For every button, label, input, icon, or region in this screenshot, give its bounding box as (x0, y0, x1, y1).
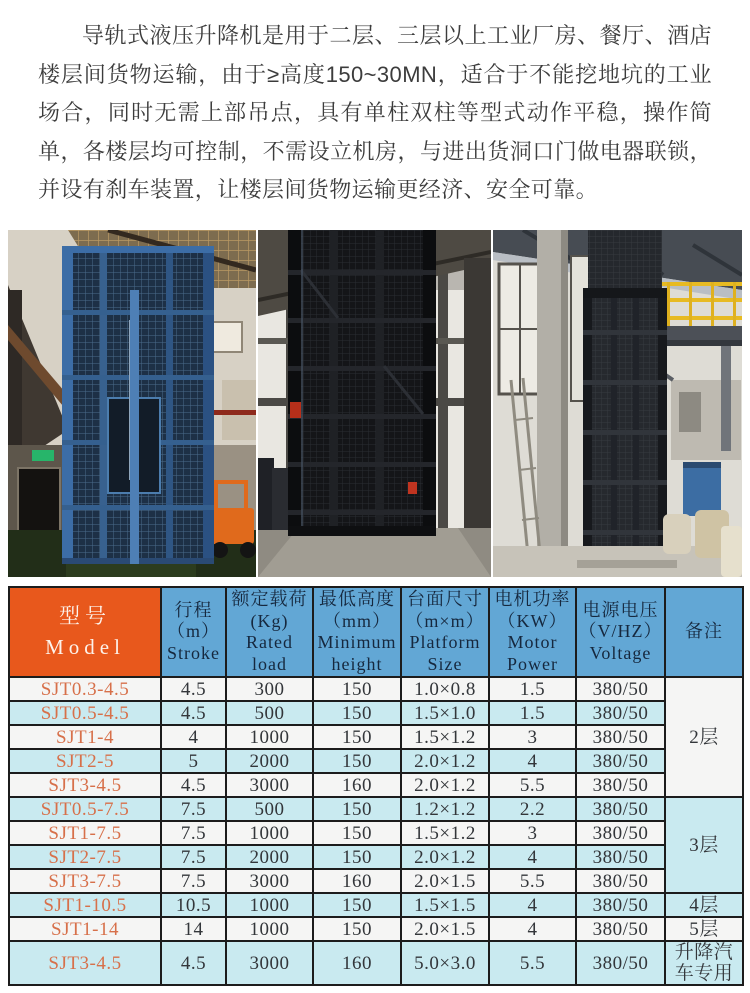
voltage-cell: 380/50 (576, 821, 665, 845)
model-cell: SJT1-7.5 (9, 821, 161, 845)
voltage-cell: 380/50 (576, 917, 665, 941)
voltage-cell: 380/50 (576, 941, 665, 985)
load-cell: 3000 (226, 869, 313, 893)
table-row (9, 749, 743, 773)
platform-cell: 1.0×0.8 (401, 677, 489, 701)
table-row (9, 821, 743, 845)
header-line: Stroke (167, 642, 220, 663)
load-cell: 1000 (226, 725, 313, 749)
platform-cell: 1.5×1.2 (401, 821, 489, 845)
power-cell: 3 (489, 821, 576, 845)
intro-paragraph: 导轨式液压升降机是用于二层、三层以上工业厂房、餐厅、酒店楼层间货物运输，由于≥高度150~30MN，适合于不能挖地坑的工业场合，同时无需上部吊点，具有单柱双柱等型式动作平稳，操作简单，各楼层均可控制，不需设立机房，与进出货洞口门做电器联锁，并设有刹车装置，让楼层间货物运输更经济、安全可靠。 (38, 23, 712, 202)
stroke-cell: 4 (161, 725, 226, 749)
stroke-cell: 4.5 (161, 773, 226, 797)
table-row (9, 677, 743, 701)
photo-black-lift-mast (258, 230, 491, 577)
header-line: 电源电压 (582, 599, 659, 620)
voltage-cell: 380/50 (576, 869, 665, 893)
load-cell: 3000 (226, 773, 313, 797)
header-line: Platform (409, 632, 481, 652)
header-line: 台面尺寸 (407, 589, 483, 609)
header-line: 额定载荷 (231, 589, 308, 609)
remark-cell: 3层 (665, 797, 743, 893)
header-line: 备注 (685, 621, 723, 642)
col-header-model (9, 587, 161, 677)
header-line: （V/HZ） (578, 621, 663, 642)
model-cell: SJT2-5 (9, 749, 161, 773)
col-header-voltage (576, 587, 665, 677)
spec-table-body (9, 677, 743, 985)
header-row (9, 587, 743, 677)
min-height-cell: 160 (313, 773, 401, 797)
model-cell: SJT0.3-4.5 (9, 677, 161, 701)
stroke-cell: 10.5 (161, 893, 226, 917)
min-height-cell: 150 (313, 701, 401, 725)
black-lift-illustration (258, 230, 491, 577)
min-height-cell: 150 (313, 821, 401, 845)
stroke-cell: 5 (161, 749, 226, 773)
header-line: （KW） (497, 610, 568, 631)
header-line: 行程 (174, 599, 213, 620)
load-cell: 500 (226, 797, 313, 821)
header-line: Size (427, 653, 463, 674)
voltage-cell: 380/50 (576, 677, 665, 701)
load-cell: 1000 (226, 893, 313, 917)
photo-blue-lift-warehouse (8, 230, 256, 577)
header-line: 型号 (59, 604, 111, 628)
stroke-cell: 7.5 (161, 869, 226, 893)
platform-cell: 1.5×1.2 (401, 725, 489, 749)
voltage-cell: 380/50 (576, 893, 665, 917)
load-cell: 1000 (226, 821, 313, 845)
voltage-cell: 380/50 (576, 773, 665, 797)
min-height-cell: 150 (313, 797, 401, 821)
remark-cell: 4层 (665, 893, 743, 917)
remark-cell: 升降汽车专用 (665, 941, 743, 985)
col-header-min-height (313, 587, 401, 677)
table-row (9, 893, 743, 917)
power-cell: 2.2 (489, 797, 576, 821)
load-cell: 500 (226, 701, 313, 725)
load-cell: 300 (226, 677, 313, 701)
model-cell: SJT0.5-7.5 (9, 797, 161, 821)
power-cell: 1.5 (489, 677, 576, 701)
table-row (9, 773, 743, 797)
power-cell: 1.5 (489, 701, 576, 725)
col-header-rated-load (226, 587, 313, 677)
min-height-cell: 150 (313, 917, 401, 941)
model-cell: SJT1-14 (9, 917, 161, 941)
min-height-cell: 160 (313, 869, 401, 893)
stroke-cell: 7.5 (161, 821, 226, 845)
stroke-cell: 4.5 (161, 941, 226, 985)
platform-cell: 2.0×1.2 (401, 773, 489, 797)
power-cell: 3 (489, 725, 576, 749)
platform-cell: 5.0×3.0 (401, 941, 489, 985)
header-line: （m×m） (405, 610, 485, 631)
power-cell: 4 (489, 749, 576, 773)
table-row (9, 797, 743, 821)
model-cell: SJT3-4.5 (9, 941, 161, 985)
platform-cell: 2.0×1.5 (401, 917, 489, 941)
photo-lift-mezzanine (493, 230, 742, 577)
header-line: Model (45, 635, 125, 659)
header-line: （mm） (322, 610, 391, 631)
platform-cell: 2.0×1.5 (401, 869, 489, 893)
load-cell: 3000 (226, 941, 313, 985)
spec-table (8, 586, 744, 986)
stroke-cell: 7.5 (161, 845, 226, 869)
header-line: Minimum (317, 632, 397, 652)
header-line: Motor (507, 632, 558, 652)
load-cell: 2000 (226, 749, 313, 773)
power-cell: 4 (489, 893, 576, 917)
table-row (9, 701, 743, 725)
table-row (9, 725, 743, 749)
model-cell: SJT1-4 (9, 725, 161, 749)
min-height-cell: 150 (313, 749, 401, 773)
stroke-cell: 7.5 (161, 797, 226, 821)
table-row (9, 941, 743, 985)
col-header-remark (665, 587, 743, 677)
platform-cell: 2.0×1.2 (401, 845, 489, 869)
model-cell: SJT3-7.5 (9, 869, 161, 893)
min-height-cell: 150 (313, 677, 401, 701)
stroke-cell: 4.5 (161, 677, 226, 701)
model-cell: SJT0.5-4.5 (9, 701, 161, 725)
blue-lift-illustration (8, 230, 256, 577)
table-row (9, 845, 743, 869)
col-header-motor-power (489, 587, 576, 677)
power-cell: 5.5 (489, 869, 576, 893)
header-line: load (252, 653, 287, 674)
voltage-cell: 380/50 (576, 749, 665, 773)
col-header-platform-size (401, 587, 489, 677)
power-cell: 5.5 (489, 941, 576, 985)
power-cell: 4 (489, 845, 576, 869)
product-photos (8, 230, 742, 577)
header-line: Power (507, 653, 558, 674)
header-line: （m） (166, 621, 220, 642)
header-line: Rated (246, 632, 293, 652)
model-cell: SJT1-10.5 (9, 893, 161, 917)
voltage-cell: 380/50 (576, 701, 665, 725)
header-line: (Kg) (250, 610, 289, 631)
power-cell: 4 (489, 917, 576, 941)
load-cell: 1000 (226, 917, 313, 941)
min-height-cell: 150 (313, 845, 401, 869)
stroke-cell: 14 (161, 917, 226, 941)
table-row (9, 869, 743, 893)
min-height-cell: 150 (313, 725, 401, 749)
voltage-cell: 380/50 (576, 797, 665, 821)
header-line: Voltage (589, 642, 652, 663)
voltage-cell: 380/50 (576, 725, 665, 749)
platform-cell: 1.2×1.2 (401, 797, 489, 821)
power-cell: 5.5 (489, 773, 576, 797)
col-header-stroke (161, 587, 226, 677)
mezzanine-lift-illustration (493, 230, 742, 577)
load-cell: 2000 (226, 845, 313, 869)
table-row (9, 917, 743, 941)
min-height-cell: 150 (313, 893, 401, 917)
header-line: height (331, 653, 383, 674)
model-cell: SJT3-4.5 (9, 773, 161, 797)
min-height-cell: 160 (313, 941, 401, 985)
stroke-cell: 4.5 (161, 701, 226, 725)
model-cell: SJT2-7.5 (9, 845, 161, 869)
platform-cell: 2.0×1.2 (401, 749, 489, 773)
remark-cell: 5层 (665, 917, 743, 941)
spec-table-header (9, 587, 743, 677)
platform-cell: 1.5×1.0 (401, 701, 489, 725)
voltage-cell: 380/50 (576, 845, 665, 869)
platform-cell: 1.5×1.5 (401, 893, 489, 917)
header-line: 电机功率 (494, 589, 571, 609)
header-line: 最低高度 (319, 589, 395, 609)
remark-cell: 2层 (665, 677, 743, 797)
